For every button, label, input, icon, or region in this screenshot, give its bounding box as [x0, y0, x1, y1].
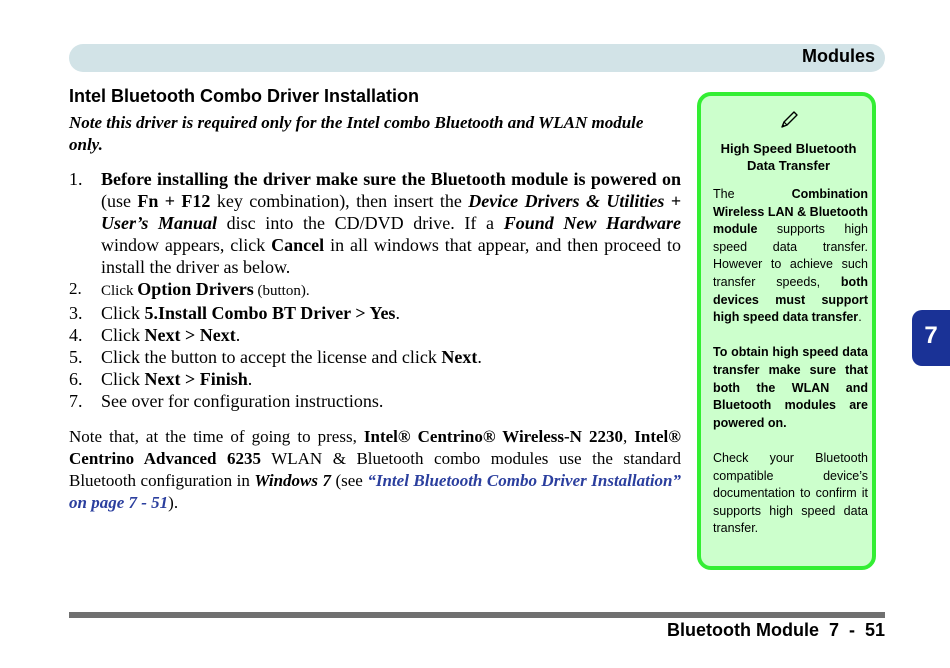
step-text	[101, 324, 681, 346]
step-fragment: Click	[101, 369, 145, 389]
step-3	[69, 302, 681, 324]
sidebar-paragraph-2	[713, 344, 868, 432]
step-fragment: .	[395, 303, 400, 323]
product-name: Intel® Centrino Advanced 6235	[69, 427, 681, 468]
sidebar-note-box	[697, 92, 876, 570]
sidebar-emphasis: both devices must support high speed data transfer	[713, 274, 868, 325]
step-fragment: .	[235, 325, 241, 345]
step-emphasis: Option Drivers	[137, 279, 254, 299]
step-text	[101, 278, 681, 302]
sidebar-paragraph-1	[713, 186, 868, 327]
cancel-label: Cancel	[271, 235, 325, 255]
sidebar-paragraph-3: Check your Bluetooth compatible device’s documentation to confirm it supports high speed data transfer.	[713, 450, 868, 536]
step-7	[69, 390, 681, 412]
driver-note: Note this driver is required only for the Intel combo Bluetooth and WLAN module only.	[69, 113, 644, 154]
step-text: See over for configuration instructions.	[101, 391, 384, 411]
step-fragment: Click the button to accept the license and click	[101, 347, 442, 367]
step-fragment: .	[477, 347, 482, 367]
step-2	[69, 278, 681, 302]
sidebar-fragment: The	[713, 187, 792, 201]
step-5	[69, 346, 681, 368]
step-4	[69, 324, 681, 346]
chapter-number: 7	[924, 322, 938, 349]
step-1	[69, 168, 681, 278]
step-fragment: key combination), then insert the	[210, 191, 469, 211]
step-fragment: (button).	[253, 283, 310, 299]
pencil-icon	[779, 110, 799, 130]
step-fragment: .	[247, 369, 253, 389]
step-number: 1.	[69, 169, 83, 189]
step-fragment: in all windows that appear, and then proceed to install the driver as below.	[101, 235, 681, 277]
window-name: Found New Hardware	[503, 213, 682, 233]
para-fragment: WLAN & Bluetooth combo modules use the standard Bluetooth configuration in	[69, 449, 681, 490]
sidebar-title: High Speed Bluetooth Data Transfer	[720, 141, 857, 173]
step-number: 2.	[69, 279, 82, 298]
step-number: 4.	[69, 325, 83, 345]
header-title: Modules	[801, 46, 875, 66]
step-fragment: Click	[101, 325, 145, 345]
step-number: 6.	[69, 369, 83, 389]
sidebar-emphasis: Combination Wireless LAN & Bluetooth module	[713, 187, 868, 237]
step-fragment: disc into the CD/DVD drive. If a	[217, 213, 504, 233]
sidebar-fragment: .	[858, 310, 862, 325]
header-bar	[69, 44, 885, 72]
footer-divider	[69, 612, 885, 618]
step-emphasis: Before installing the driver make sure the Bluetooth module is powered on	[101, 169, 681, 189]
disc-name: Device Drivers & Utilities + User’s Manual	[101, 191, 681, 233]
key-combo: Fn + F12	[137, 191, 211, 211]
sidebar-emphasis: To obtain high speed data transfer make sure that both the WLAN and Bluetooth modules are powered on.	[713, 345, 868, 430]
product-name: Intel® Centrino® Wireless-N 2230	[363, 427, 623, 446]
para-fragment: Note that, at the time of going to press,	[69, 427, 364, 446]
step-emphasis: Next > Finish	[144, 369, 248, 389]
step-number: 7.	[69, 391, 83, 411]
footer-page-label: Bluetooth Module 7 - 51	[666, 620, 885, 640]
step-fragment: window appears, click	[101, 235, 272, 255]
step-emphasis: Next	[441, 347, 478, 367]
para-fragment: ).	[168, 493, 179, 512]
para-fragment: ,	[622, 427, 635, 446]
step-emphasis: Next > Next	[144, 325, 236, 345]
sidebar-fragment: supports high speed data transfer. However to achieve such transfer speeds,	[713, 222, 868, 289]
install-steps	[69, 168, 681, 412]
step-fragment: (use	[101, 191, 138, 211]
step-fragment: Click	[101, 303, 145, 323]
step-6	[69, 368, 681, 390]
compatibility-paragraph	[69, 426, 681, 514]
para-fragment: (see	[330, 471, 368, 490]
page-reference-link[interactable]: “Intel Bluetooth Combo Driver Installation” on page 7 - 51	[69, 471, 682, 512]
step-text	[101, 368, 681, 390]
step-emphasis: 5.Install Combo BT Driver > Yes	[144, 303, 396, 323]
step-text	[101, 346, 681, 368]
step-text	[101, 168, 681, 278]
sidebar-body	[713, 186, 868, 555]
chapter-tab	[912, 310, 950, 366]
step-text	[101, 302, 681, 324]
step-fragment: Click	[101, 283, 138, 299]
step-number: 5.	[69, 347, 83, 367]
section-title: Intel Bluetooth Combo Driver Installation	[69, 86, 420, 106]
os-name: Windows 7	[254, 471, 331, 490]
step-number: 3.	[69, 303, 83, 323]
